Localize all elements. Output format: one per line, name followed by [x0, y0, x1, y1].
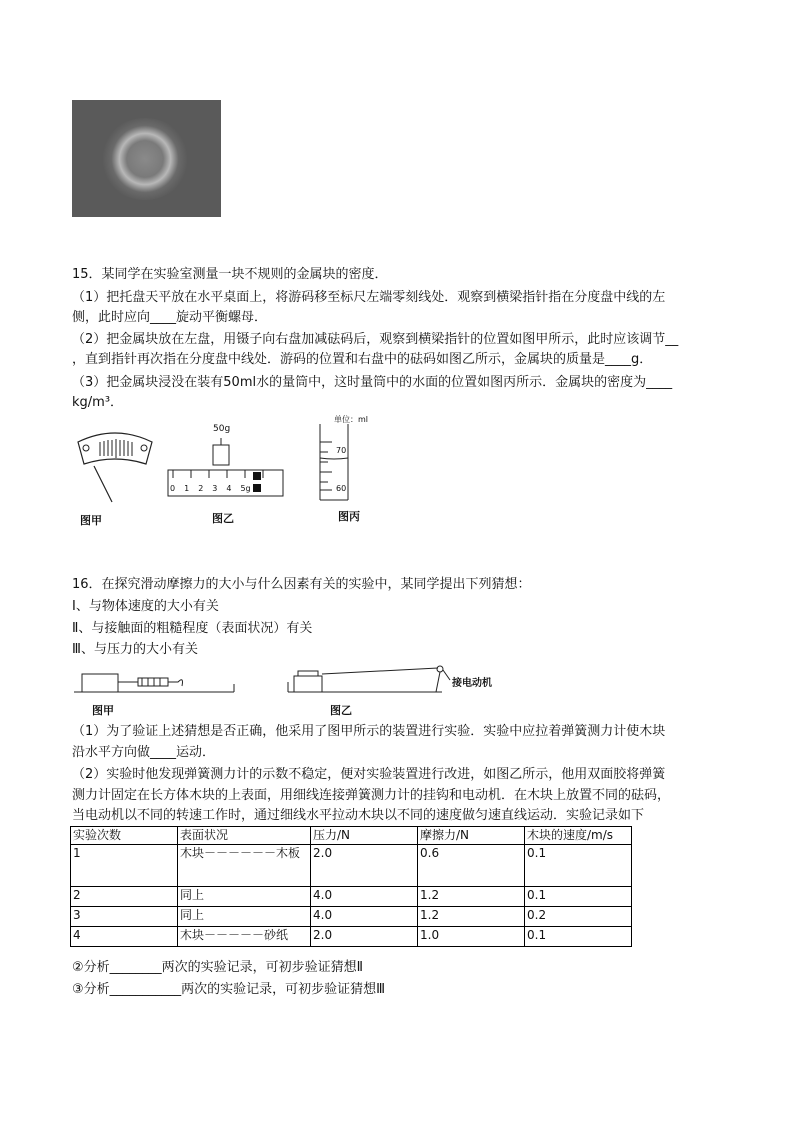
- table-header-cell: 表面状况: [178, 827, 311, 845]
- q16-h1: Ⅰ、与物体速度的大小有关: [72, 599, 219, 614]
- cylinder-unit: 单位：ml: [334, 415, 369, 424]
- ruler-tick: 3: [212, 484, 218, 493]
- ruler-tick: 2: [198, 484, 204, 493]
- ruler-tick: 1: [184, 484, 190, 493]
- cylinder-tick-60: 60: [336, 484, 347, 493]
- figure-jia-spring-scale: [74, 674, 234, 692]
- table-header-cell: 木块的速度/m/s: [525, 827, 632, 845]
- table-cell: 同上: [178, 907, 311, 927]
- q16-fig-label-yi: 图乙: [330, 704, 352, 717]
- table-cell: 0.6: [418, 845, 525, 887]
- table-cell: 木块－－－－－－木板: [178, 845, 311, 887]
- table-cell: 1.0: [418, 927, 525, 947]
- table-cell: 4.0: [311, 887, 418, 907]
- table-cell: 0.1: [525, 927, 632, 947]
- q16-a2: ②分析________两次的实验记录，可初步验证猜想Ⅱ: [72, 960, 364, 975]
- q15-p1a: （1）把托盘天平放在水平桌面上，将游码移至标尺左端零刻线处．观察到横梁指针指在分度盘中线的左: [72, 290, 666, 305]
- table-header-cell: 压力/N: [311, 827, 418, 845]
- table-row: [71, 927, 632, 947]
- weight-label: 50g: [213, 424, 231, 434]
- fig-label-jia: 图甲: [80, 514, 102, 527]
- fig-label-yi: 图乙: [212, 512, 234, 525]
- table-cell: 2.0: [311, 845, 418, 887]
- q15-p2a: （2）把金属块放在左盘，用镊子向右盘加减砝码后，观察到横梁指针的位置如图甲所示，此时应该调节__: [72, 332, 679, 347]
- table-cell: 2: [71, 887, 178, 907]
- table-cell: 4: [71, 927, 178, 947]
- q16-p1a: （1）为了验证上述猜想是否正确，他采用了图甲所示的装置进行实验．实验中应拉着弹簧测力计使木块: [72, 724, 666, 739]
- q15-p2b: ，直到指针再次指在分度盘中线处．游码的位置和右盘中的砝码如图乙所示，金属块的质量是____g．: [72, 352, 653, 367]
- q15-p3b: kg/m³．: [72, 395, 124, 410]
- q15-p3a: （3）把金属块浸没在装有50ml水的量筒中，这时量筒中的水面的位置如图丙所示．金属块的密度为____: [72, 375, 673, 390]
- ruler-tick: 0: [170, 484, 176, 493]
- table-cell: 4.0: [311, 907, 418, 927]
- table-header-cell: 实验次数: [71, 827, 178, 845]
- q16-h3: Ⅲ、与压力的大小有关: [72, 642, 198, 657]
- q16-p2a: （2）实验时他发现弹簧测力计的示数不稳定，便对实验装置进行改进，如图乙所示，他用双面胶将弹簧: [72, 767, 666, 782]
- table-cell: 1.2: [418, 907, 525, 927]
- q15-p1b: 侧，此时应向____旋动平衡螺母．: [72, 310, 268, 325]
- table-cell: 1: [71, 845, 178, 887]
- q16-p2b: 测力计固定在长方体木块的上表面，用细线连接弹簧测力计的挂钩和电动机．在木块上放置不同的砝码，: [72, 788, 671, 803]
- ruler-tick: 4: [226, 484, 232, 493]
- q16-h2: Ⅱ、与接触面的粗糙程度（表面状况）有关: [72, 621, 313, 636]
- q16-p2c: 当电动机以不同的转速工作时，通过细线水平拉动木块以不同的速度做匀速直线运动．实验记录如下: [72, 808, 645, 823]
- table-header-row: [71, 827, 632, 845]
- table-cell: 0.2: [525, 907, 632, 927]
- table-cell: 0.1: [525, 887, 632, 907]
- fig-label-bing: 图丙: [338, 510, 360, 523]
- table-row: [71, 845, 632, 887]
- table-cell: 木块－－－－－砂纸: [178, 927, 311, 947]
- cylinder-tick-70: 70: [336, 446, 347, 455]
- figure-yi-motor-setup: [288, 666, 450, 692]
- table-cell: 1.2: [418, 887, 525, 907]
- figure-jia-dial: [78, 433, 152, 502]
- motor-label: 接电动机: [452, 678, 492, 689]
- light-ring: [100, 118, 190, 200]
- table-row: [71, 887, 632, 907]
- table-header-cell: 摩擦力/N: [418, 827, 525, 845]
- q15-stem: 15．某同学在实验室测量一块不规则的金属块的密度．: [72, 267, 388, 282]
- ruler-tick-labels: [170, 484, 285, 493]
- q16-p1b: 沿水平方向做____运动．: [72, 745, 216, 760]
- table-cell: 同上: [178, 887, 311, 907]
- q16-stem: 16．在探究滑动摩擦力的大小与什么因素有关的实验中，某同学提出下列猜想：: [72, 577, 531, 592]
- photo-figure: [72, 100, 221, 217]
- q16-a3: ③分析___________两次的实验记录，可初步验证猜想Ⅲ: [72, 982, 386, 997]
- q16-fig-label-jia: 图甲: [92, 704, 114, 717]
- table-cell: 0.1: [525, 845, 632, 887]
- table-cell: 2.0: [311, 927, 418, 947]
- table-row: [71, 907, 632, 927]
- table-cell: 3: [71, 907, 178, 927]
- record-table: [70, 826, 632, 947]
- ruler-tick: 5g: [240, 484, 251, 493]
